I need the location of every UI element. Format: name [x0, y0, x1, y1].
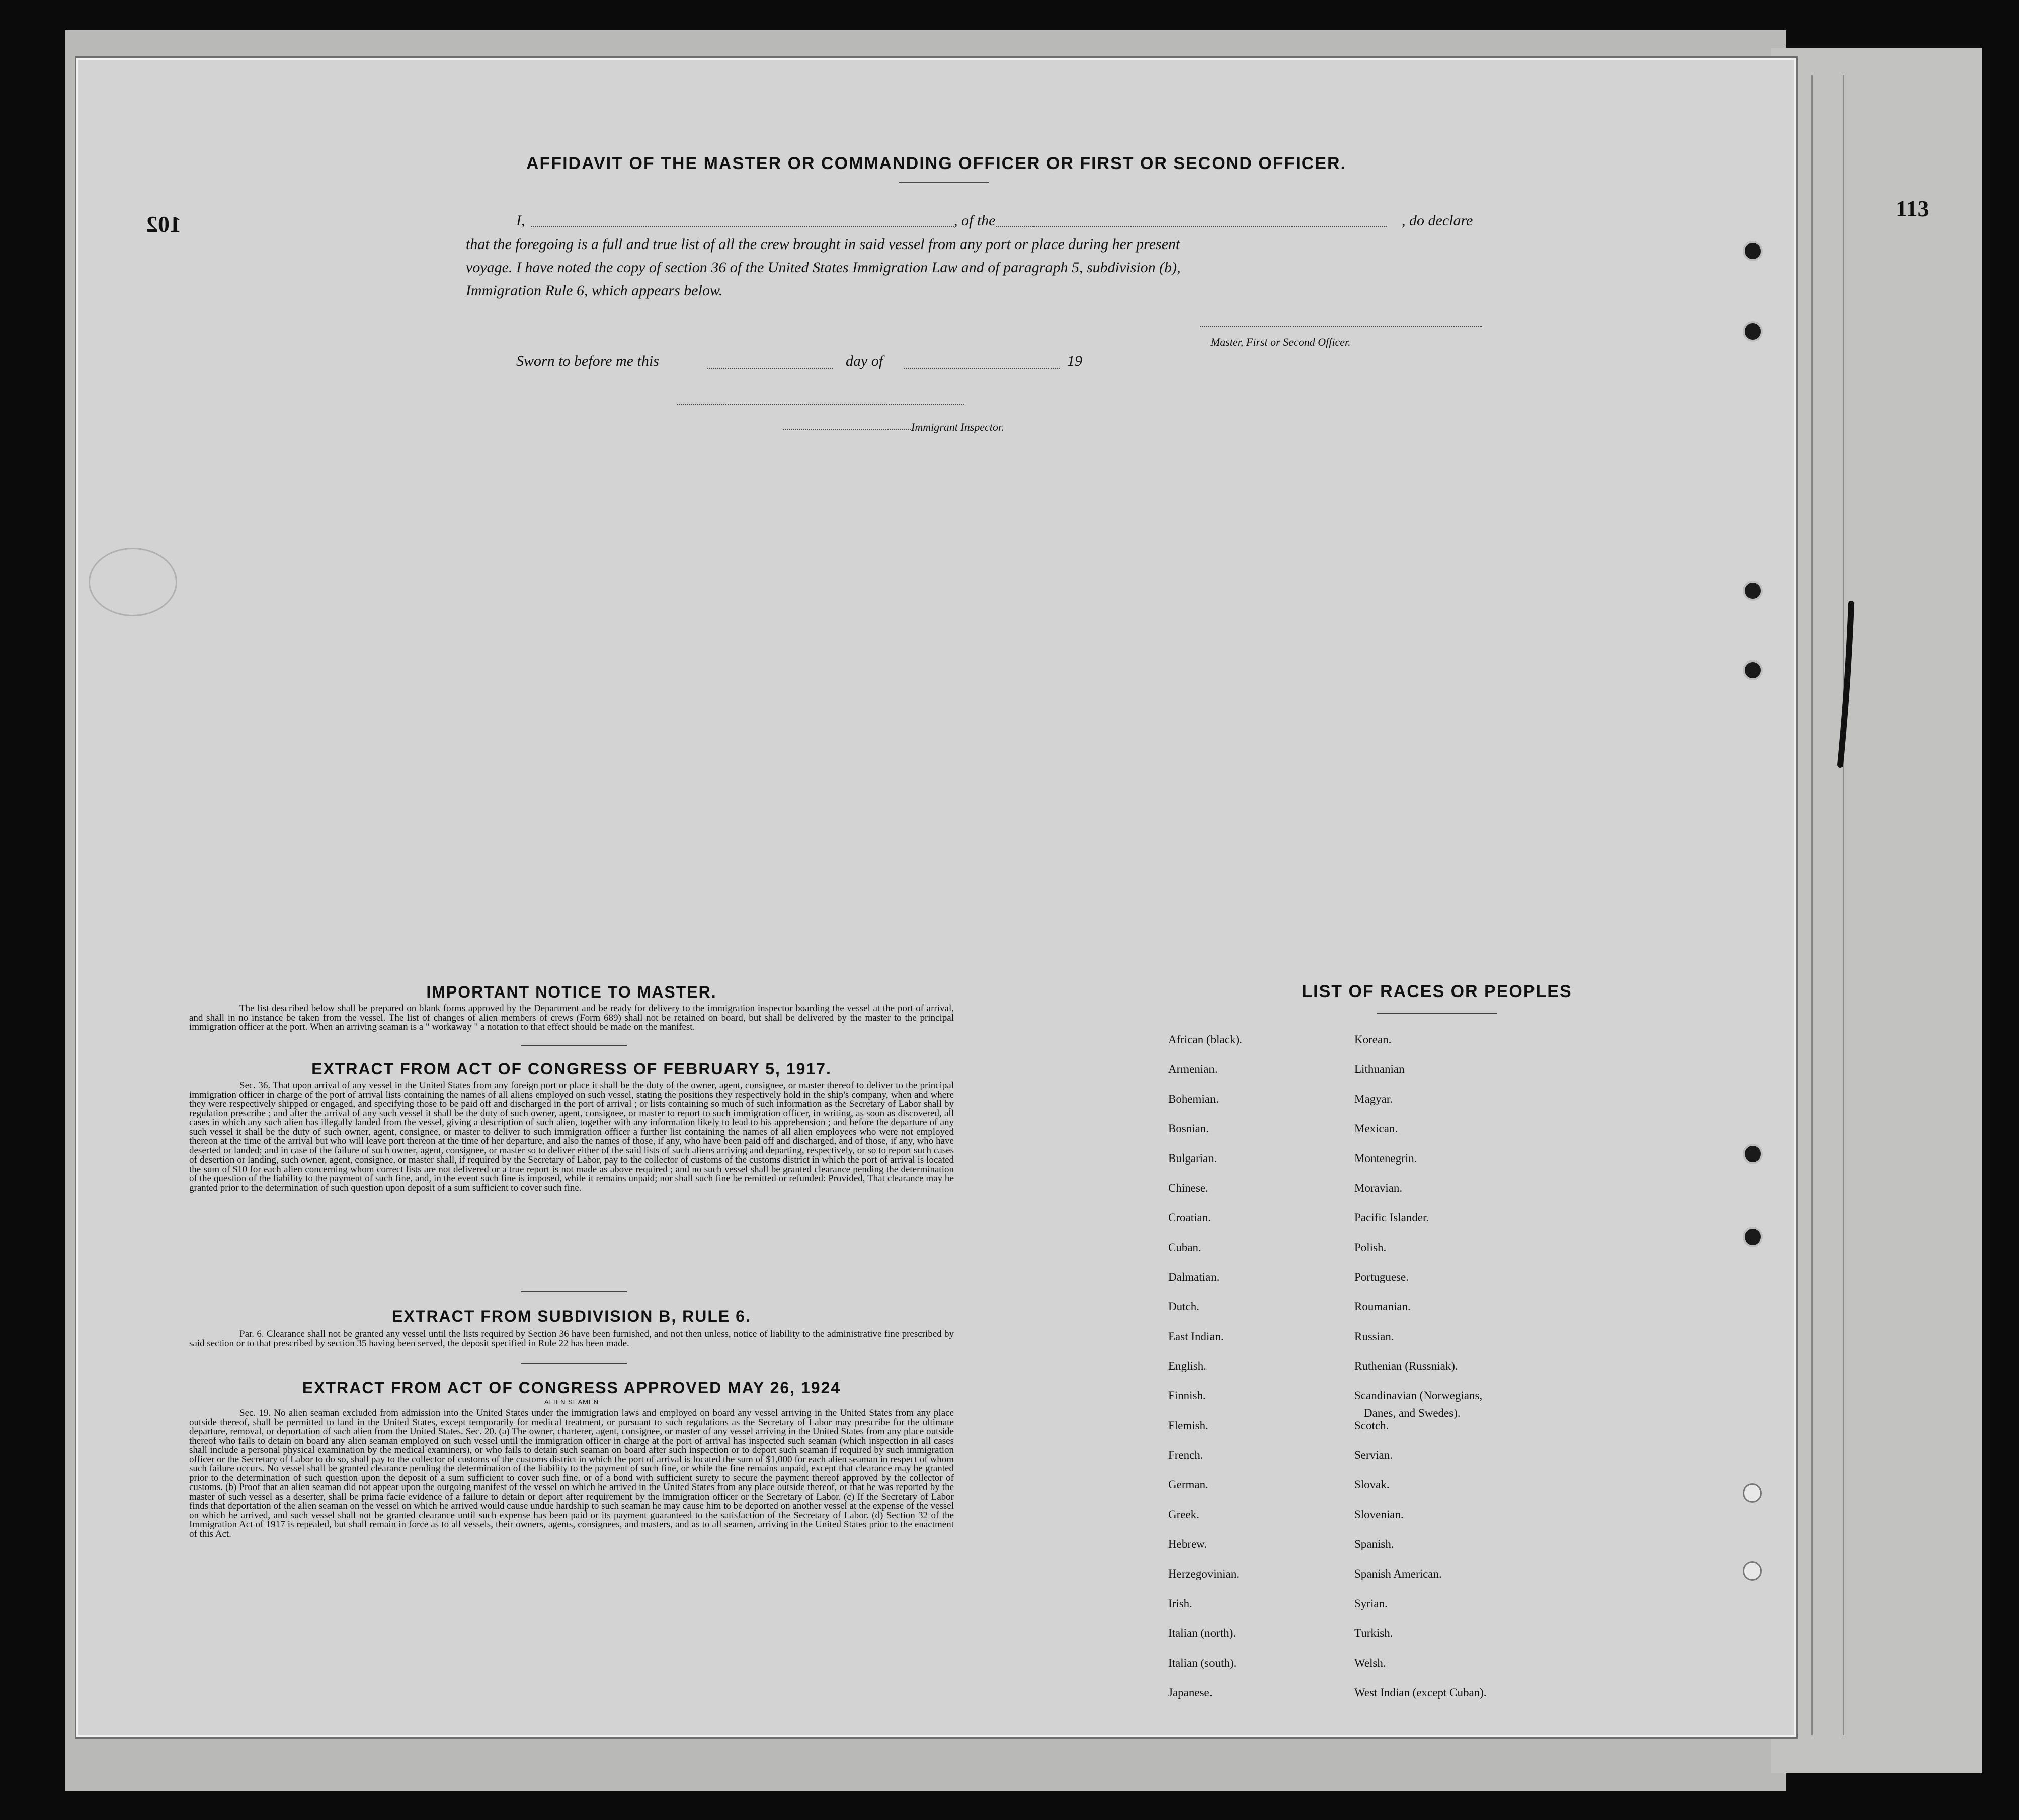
extract-1924-body: Sec. 19. No alien seaman excluded from admission into the United States under the immigration laws and employed on board any vessel arriving in the United States from any place outside thereof, shall be permitted to land in the United States, except temporarily for medical treatment, or pursuant to such regulations as the Secretary of Labor may prescribe for the ultimate departure, removal, or deportation of such alien from the United States. Sec. 20. (a) The owner, charterer, agent, consignee, or master of any vessel arriving in the United States from any place outside thereof who fails to detain on board any alien seaman employed on such vessel until the immigration officer in charge at the port of arrival has inspected such seaman (which inspection in all cases shall include a personal physical examination by the medical examiners), or who fails to detain such seaman on board after such inspection or to deport such seaman if required by such immigration officer or the Secretary of Labor to do so, shall pay to the collector of customs of the customs district in which the port of arrival is located the sum of $1,000 for each alien seaman in respect of whom such failure occurs. No vessel shall be granted clearance pending the determination of the liability to the payment of such fine, or while the fine remains unpaid, except that clearance may be granted prior to the determination of such question upon the deposit of a sum sufficient to cover such fine, or of a bond with sufficient surety to secure the payment thereof approved by the collector of customs. (b) Proof that an alien seaman did not appear upon the outgoing manifest of the vessel on which he arrived in the United States from any place outside thereof, or that he was reported by the master of such vessel as a deserter, shall be prima facie evidence of a failure to detain or deport after requirement by the immigration officer or the Secretary of Labor. (c) If the Secretary of Labor finds that deportation of the alien seaman on the vessel on which he arrived would cause undue hardship to such seaman he may cause him to be deported on another vessel at the expense of the vessel on which he arrived, and such vessel shall not be granted clearance until such expense has been paid or its payment guaranteed to the satisfaction of the Secretary of Labor. (d) Section 32 of the Immigration Act of 1917 is repealed, but shall remain in force as to all vessels, their owners, agents, consignees, and masters, and as to all seamen, arriving in the United States prior to the enactment of this Act. — [189, 1408, 954, 1539]
race-item: English. — [1168, 1360, 1207, 1372]
extract-rule6-title: EXTRACT FROM SUBDIVISION B, RULE 6. — [392, 1307, 751, 1326]
sworn-month-blank — [904, 368, 1060, 369]
notice-rule — [521, 1045, 627, 1046]
stamp-seal — [89, 548, 177, 616]
race-item: Greek. — [1168, 1508, 1199, 1521]
race-item: Magyar. — [1354, 1093, 1393, 1105]
race-item: Polish. — [1354, 1241, 1387, 1254]
affidavit-declare-end: , do declare — [1402, 212, 1473, 229]
master-label: Master, First or Second Officer. — [1210, 336, 1351, 348]
binder-hole — [1743, 660, 1763, 680]
race-item: Armenian. — [1168, 1063, 1218, 1076]
race-item: Chinese. — [1168, 1182, 1208, 1194]
races-left-column — [1168, 1033, 1242, 1716]
race-item: Cuban. — [1168, 1241, 1201, 1254]
race-item: Moravian. — [1354, 1182, 1403, 1194]
binder-hole — [1743, 321, 1763, 342]
sworn-day-blank — [707, 368, 833, 369]
extract-1917-body: Sec. 36. That upon arrival of any vessel in the United States from any foreign port or place it shall be the duty of the owner, agent, consignee, or master thereof to deliver to the principal immigration officer in charge of the port of arrival lists containing the names of all aliens employed on such vessel, stating the positions they respectively hold in the ship's company, when and where they were respectively shipped or engaged, and specifying those to be paid off and discharged in the port of arrival ; or lists containing so much of such information as the Secretary of Labor shall by regulation prescribe ; and after the arrival of any such vessel it shall be the duty of such owner, agent, consignee, or master to report to such immigration officer, in writing, as soon as discovered, all cases in which any such alien has illegally landed from the vessel, giving a description of such alien, together with any information likely to lead to his apprehension ; and before the departure of any such vessel it shall be the duty of such owner, agent, consignee, or master to deliver to such immigration officer a further list containing the names of all alien employees who were not employed thereon at the time of the arrival but who will leave port thereon at the time of her departure, and also the names of those, if any, who have been paid off and discharged, and of those, if any, who have deserted or landed; and in case of the failure of such owner, agent, consignee, or master so to deliver either of the said lists of such aliens arriving and departing, respectively, or so to report such cases of desertion or landing, such owner, agent, consignee, or master shall, if required by the Secretary of Labor, pay to the collector of customs of the customs district in which the port of arrival is located the sum of $10 for each alien concerning whom correct lists are not delivered or a true report is not made as above required ; and no such vessel shall be granted clearance pending the determination of the question of the liability to the payment of such fine, and, in the event such fine is imposed, while it remains unpaid; nor shall such fine be remitted or refunded: Provided, That clearance may be granted prior to the determination of such question upon deposit of a sum sufficient to cover such fine. — [189, 1080, 954, 1193]
underlying-sheet-right — [1771, 48, 1982, 1773]
race-item: Roumanian. — [1354, 1300, 1411, 1313]
binder-hole — [1743, 1483, 1762, 1503]
race-item: Montenegrin. — [1354, 1152, 1417, 1165]
race-item: African (black). — [1168, 1033, 1242, 1046]
vessel-blank — [1024, 226, 1387, 227]
race-item: East Indian. — [1168, 1330, 1224, 1343]
affidavit-declare-of: , of the — [954, 212, 996, 229]
race-item: Japanese. — [1168, 1686, 1213, 1699]
race-item: Ruthenian (Russniak). — [1354, 1360, 1458, 1372]
inspector-blank-top — [677, 404, 964, 405]
race-item: Russian. — [1354, 1330, 1394, 1343]
race-item: Spanish. — [1354, 1538, 1394, 1550]
extract-rule6-body: Par. 6. Clearance shall not be granted any vessel until the lists required by Section 36 have been furnished, and not then unless, notice of liability to the administrative fine prescribed by said section or to that prescribed by section 35 having been served, the deposit specified in Rule 22 has been made. — [189, 1329, 954, 1349]
race-item: French. — [1168, 1449, 1203, 1461]
race-item: Slovenian. — [1354, 1508, 1404, 1521]
binder-hole — [1743, 241, 1763, 261]
race-item: Syrian. — [1354, 1597, 1388, 1610]
page-number-right: 113 — [1896, 196, 1929, 221]
race-item: Welsh. — [1354, 1657, 1386, 1669]
notice-title: IMPORTANT NOTICE TO MASTER. — [426, 983, 717, 1001]
race-item: Scandinavian (Norwegians, — [1354, 1389, 1483, 1402]
races-title: LIST OF RACES OR PEOPLES — [1302, 982, 1572, 1001]
race-item: Italian (south). — [1168, 1657, 1237, 1669]
extract-1917-title: EXTRACT FROM ACT OF CONGRESS OF FEBRUARY 5, 1917. — [311, 1060, 832, 1078]
race-item: West Indian (except Cuban). — [1354, 1686, 1487, 1699]
race-item: Portuguese. — [1354, 1271, 1409, 1283]
race-item: Dutch. — [1168, 1300, 1199, 1313]
race-item: Korean. — [1354, 1033, 1392, 1046]
race-item: Mexican. — [1354, 1122, 1398, 1135]
inspector-label: Immigrant Inspector. — [911, 421, 1004, 433]
affidavit-title: AFFIDAVIT OF THE MASTER OR COMMANDING OFFICER OR FIRST OR SECOND OFFICER. — [526, 154, 1346, 173]
pen-mark — [1831, 594, 1862, 775]
binder-hole — [1743, 1227, 1763, 1247]
race-item: Bulgarian. — [1168, 1152, 1217, 1165]
binder-hole — [1743, 581, 1763, 601]
affidavit-line4: Immigration Rule 6, which appears below. — [466, 282, 723, 299]
affidavit-title-rule — [899, 182, 989, 183]
race-item: Irish. — [1168, 1597, 1192, 1610]
race-item: Dalmatian. — [1168, 1271, 1220, 1283]
race-item: Croatian. — [1168, 1211, 1211, 1224]
affidavit-declare-i: I, — [516, 212, 525, 229]
race-item-continuation: Danes, and Swedes). — [1364, 1407, 1461, 1419]
race-item: Italian (north). — [1168, 1627, 1236, 1639]
sworn-text: Sworn to before me this — [516, 353, 659, 369]
page-number-left: 102 — [146, 211, 181, 237]
sheet-edge-lines — [1811, 75, 1844, 1735]
binder-hole — [1743, 1144, 1763, 1164]
races-title-rule — [1377, 1013, 1497, 1014]
race-item: Finnish. — [1168, 1389, 1206, 1402]
affidavit-line3: voyage. I have noted the copy of section 36 of the United States Immigration Law and of paragraph 5, subdivision (b), — [466, 259, 1181, 276]
extract-1917-rule — [521, 1291, 627, 1292]
extract-1924-title: EXTRACT FROM ACT OF CONGRESS APPROVED MAY 26, 1924 — [302, 1379, 841, 1397]
race-item: Slovak. — [1354, 1478, 1390, 1491]
race-item: Spanish American. — [1354, 1567, 1442, 1580]
master-signature-blank — [1200, 326, 1482, 327]
extract-1924-subtitle: ALIEN SEAMEN — [544, 1398, 599, 1406]
sworn-day-of: day of — [846, 353, 883, 369]
races-right-column — [1354, 1033, 1487, 1716]
race-item: Servian. — [1354, 1449, 1393, 1461]
sworn-year: 19 — [1067, 353, 1082, 369]
race-item: Turkish. — [1354, 1627, 1393, 1639]
race-item: Herzegovinian. — [1168, 1567, 1240, 1580]
manifest-page — [76, 58, 1796, 1737]
race-item: Lithuanian — [1354, 1063, 1405, 1076]
race-item: Bosnian. — [1168, 1122, 1209, 1135]
notice-body: The list described below shall be prepared on blank forms approved by the Department and be ready for delivery to the immigration inspector boarding the vessel at the port of arrival, and shall in no instance be taken from the vessel. The list of changes of alien members of crews (Form 689) shall not be retained on board, but shall be delivered by the master to the principal immigration officer at the port. When an arriving seaman is a " workaway " a notation to that effect should be made on the manifest. — [189, 1003, 954, 1032]
race-item: Pacific Islander. — [1354, 1211, 1429, 1224]
extract-rule6-rule — [521, 1363, 627, 1364]
race-item: German. — [1168, 1478, 1208, 1491]
race-item: Scotch. — [1354, 1419, 1389, 1432]
race-item: Bohemian. — [1168, 1093, 1219, 1105]
affidavit-line2: that the foregoing is a full and true list of all the crew brought in said vessel from any port or place during her present — [466, 236, 1180, 253]
binder-hole — [1743, 1561, 1762, 1581]
race-item: Flemish. — [1168, 1419, 1208, 1432]
race-item: Hebrew. — [1168, 1538, 1207, 1550]
